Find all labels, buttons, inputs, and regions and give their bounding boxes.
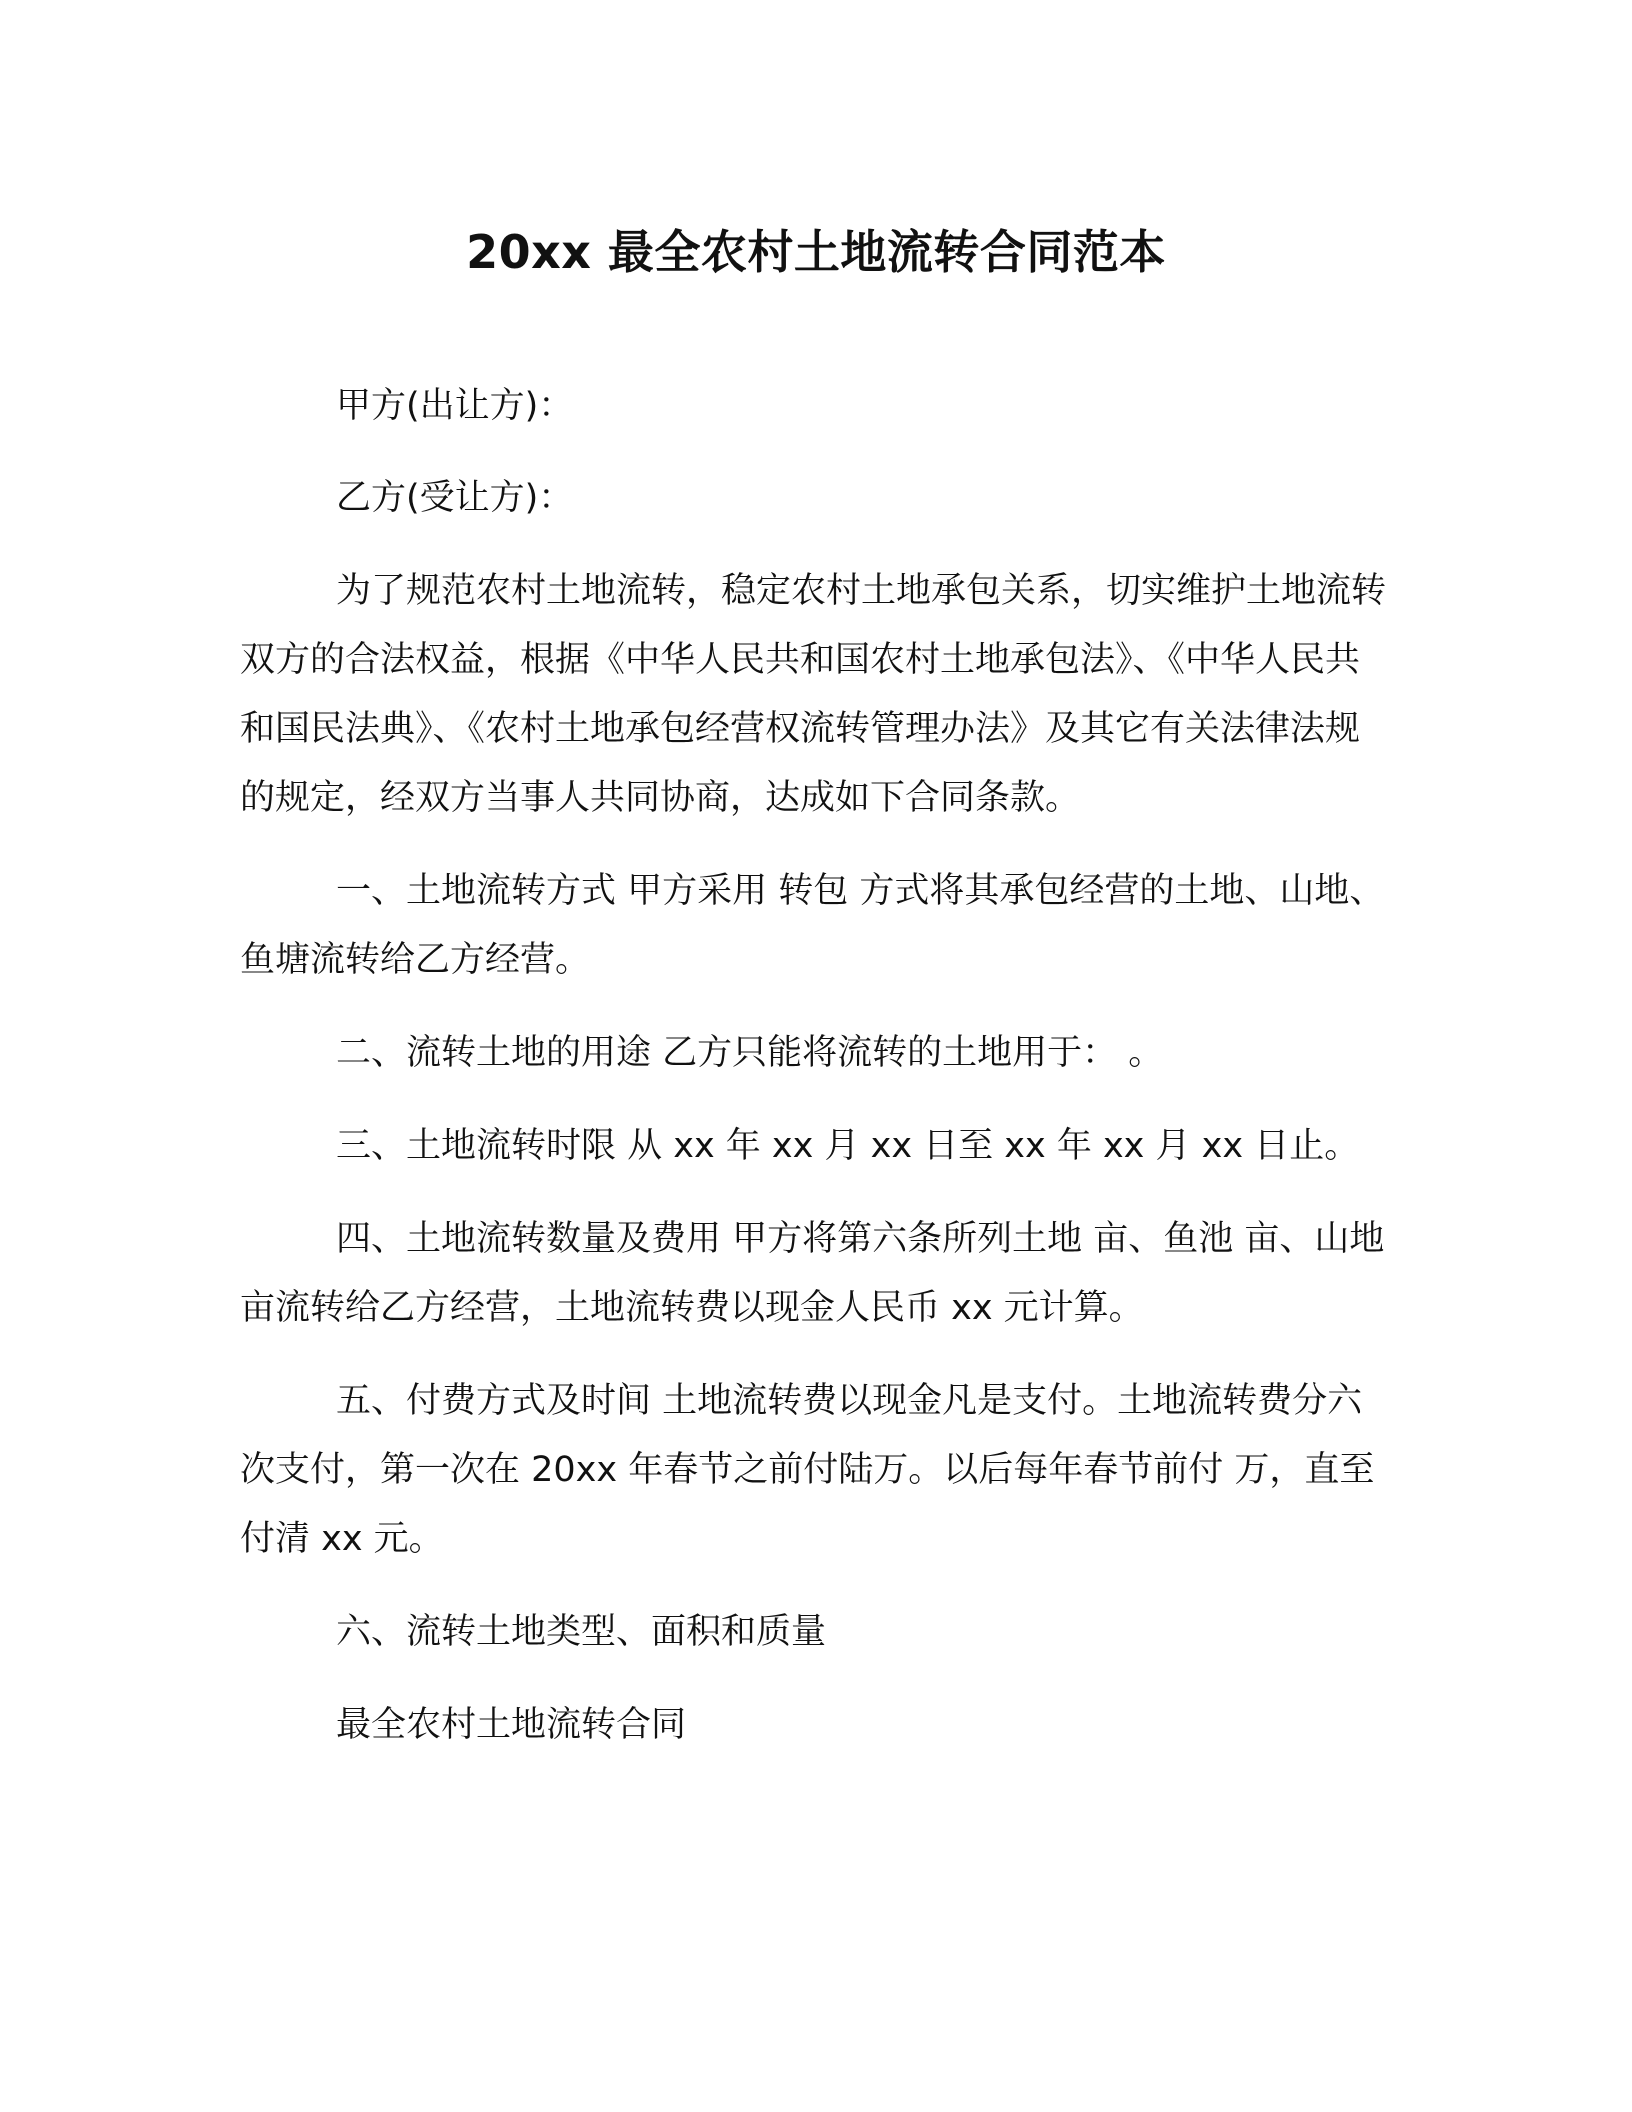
clause-2-paragraph: 二、流转土地的用途 乙方只能将流转的土地用于： 。 (336, 1033, 1164, 1073)
clause-1-paragraph: 一、土地流转方式 甲方采用 转包 方式将其承包经营的土地、山地、鱼塘流转给乙方经营。 (240, 871, 1385, 980)
party-b-line: 乙方(受让方)： (336, 478, 574, 518)
clause-3-paragraph: 三、土地流转时限 从 xx 年 xx 月 xx 日至 xx 年 xx 月 xx 日止。 (336, 1126, 1360, 1166)
clause-4-paragraph: 四、土地流转数量及费用 甲方将第六条所列土地 亩、鱼池 亩、山地 亩流转给乙方经营，土地流转费以现金人民币 xx 元计算。 (240, 1219, 1385, 1328)
clause-5-paragraph: 五、付费方式及时间 土地流转费以现金凡是支付。土地流转费分六次支付，第一次在 20xx 年春节之前付陆万。以后每年春节前付 万，直至付清 xx 元。 (240, 1381, 1375, 1559)
party-a-line: 甲方(出让方)： (336, 386, 574, 426)
clause-6-heading: 六、流转土地类型、面积和质量 (336, 1612, 827, 1652)
document-body (240, 372, 1390, 1760)
contract-footer-title: 最全农村土地流转合同 (336, 1705, 687, 1745)
document-title: 20xx 最全农村土地流转合同范本 (466, 225, 1166, 279)
preamble-paragraph: 为了规范农村土地流转，稳定农村土地承包关系，切实维护土地流转双方的合法权益，根据《中华人民共和国农村土地承包法》、《中华人民共和国民法典》、《农村土地承包经营权流转管理办法》及其它有关法律法规的规定，经双方当事人共同协商，达成如下合同条款。 (240, 571, 1387, 818)
